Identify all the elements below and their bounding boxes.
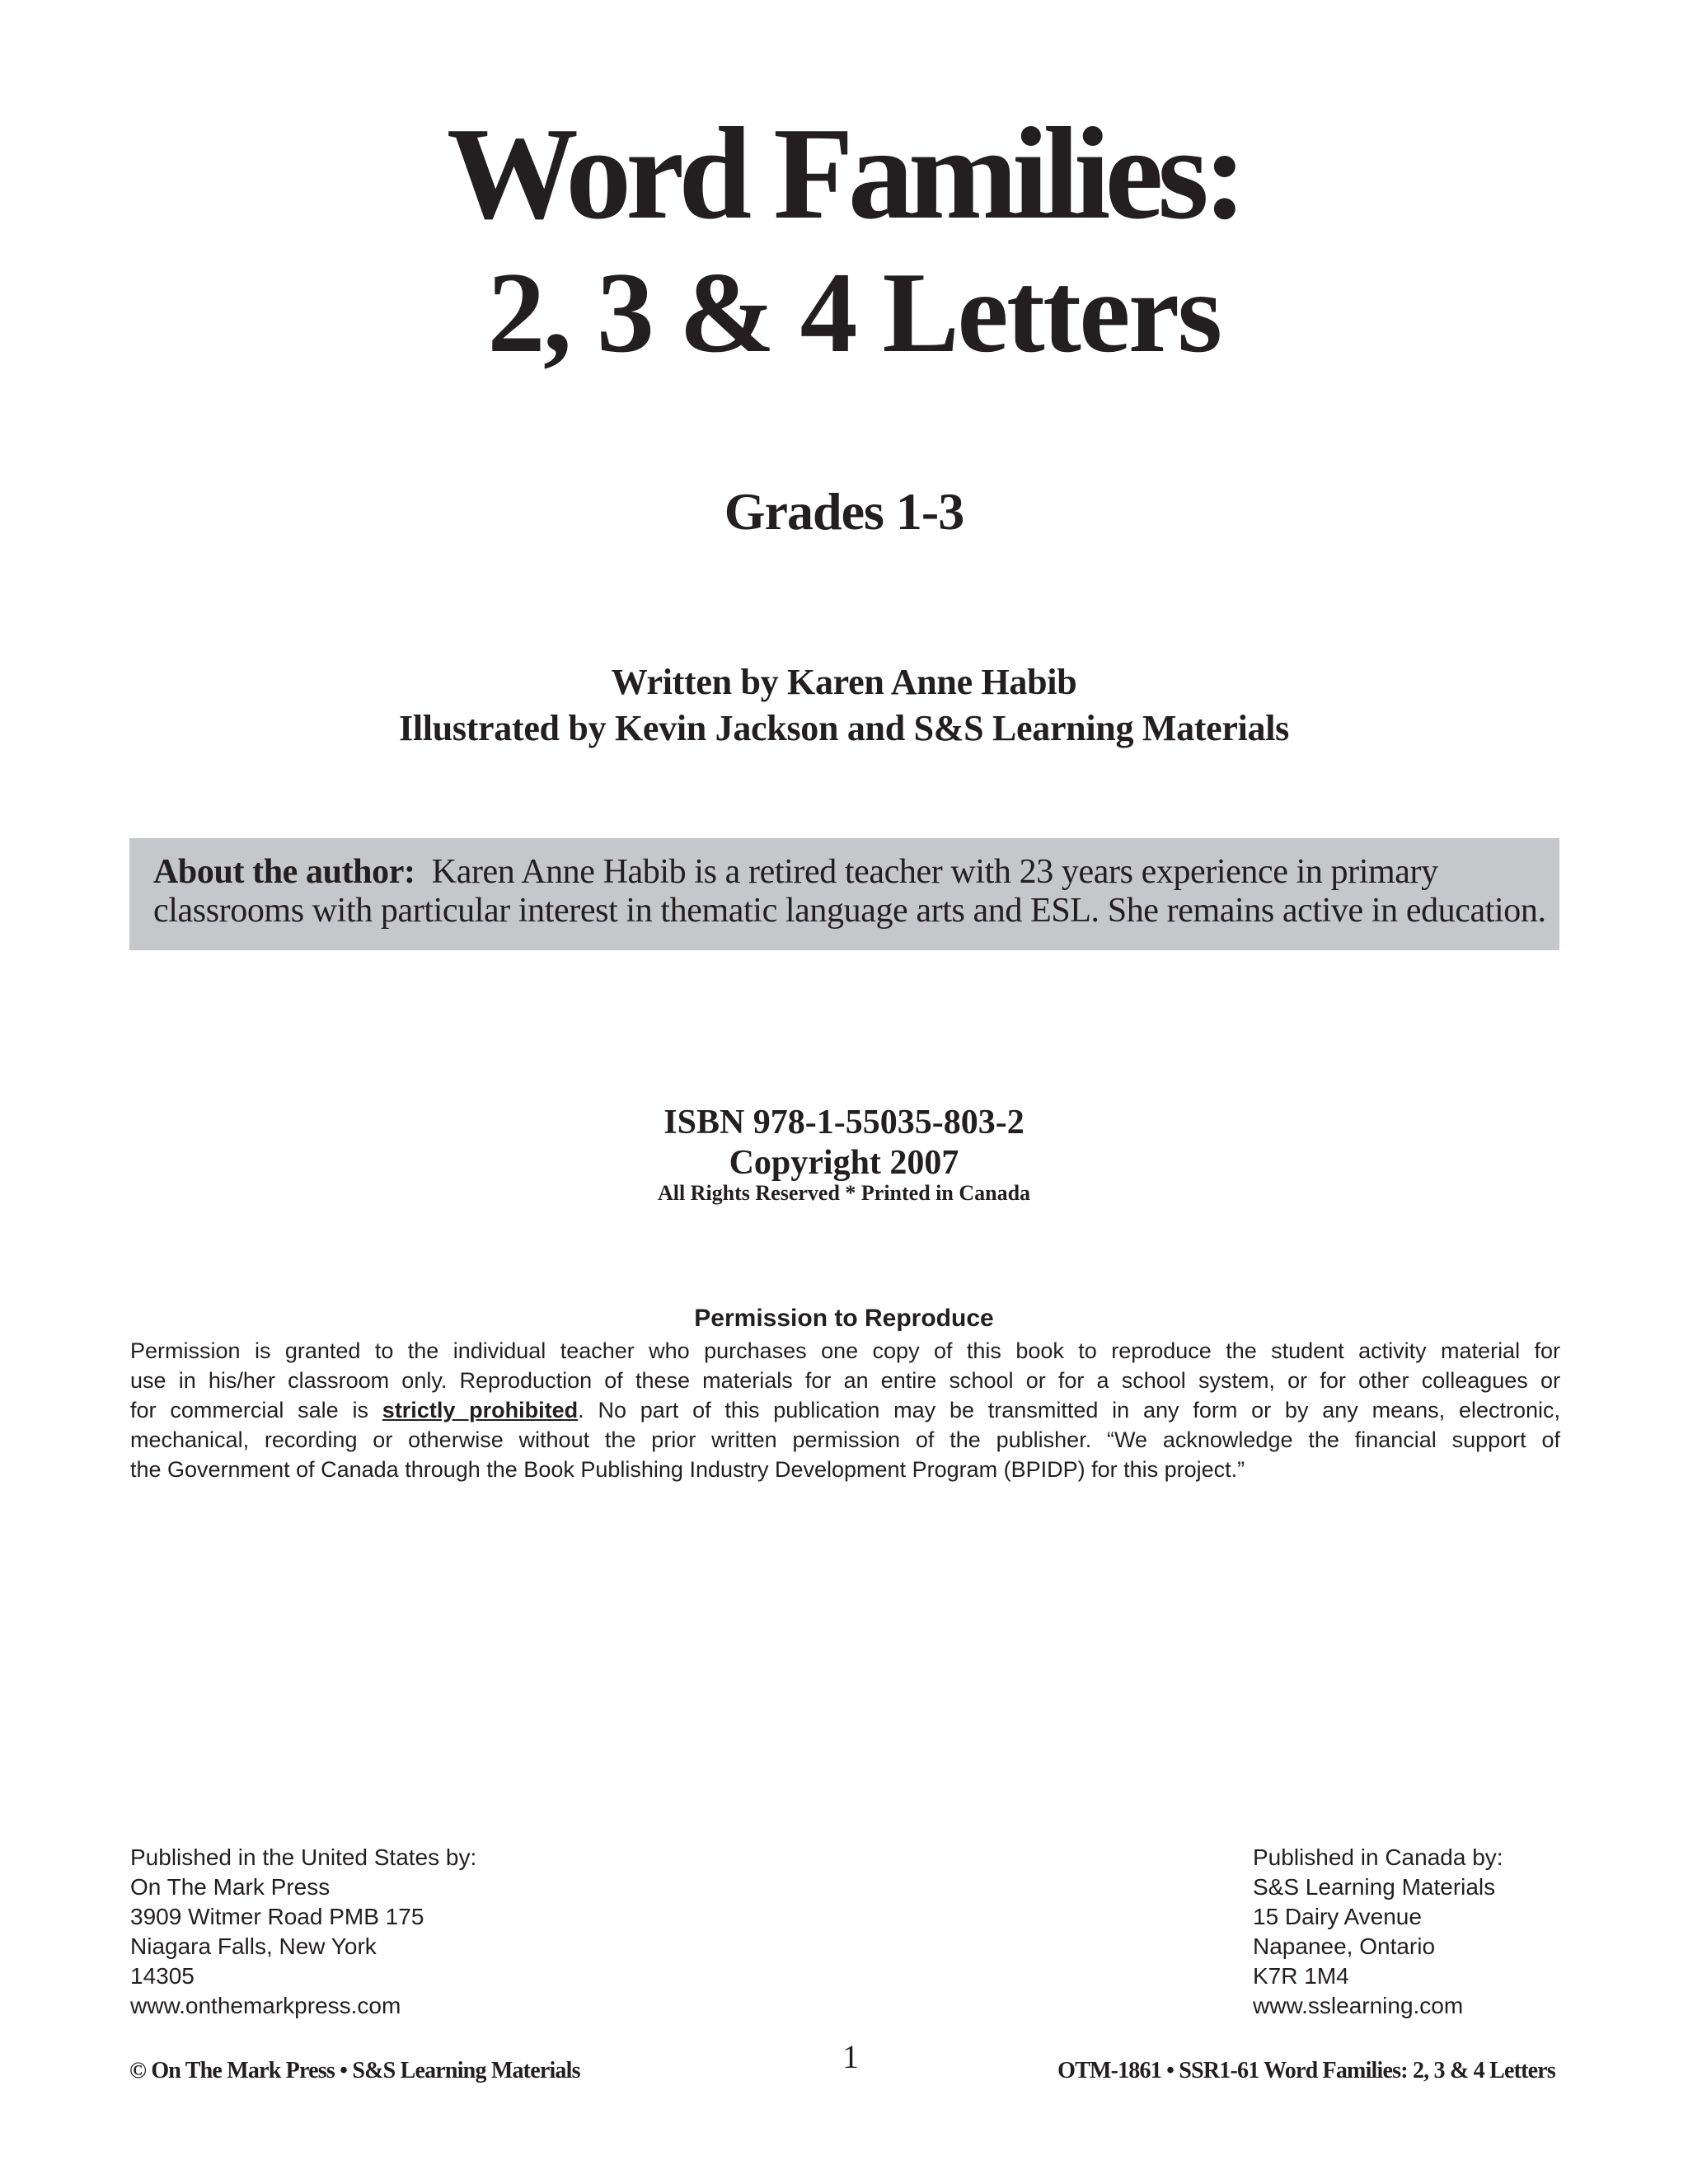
publisher-us-name: On The Mark Press <box>130 1874 331 1900</box>
strictly-prohibited-emphasis: strictly prohibited <box>382 1398 579 1422</box>
publisher-us-heading: Published in the United States by: <box>130 1844 477 1870</box>
footer-book-code: OTM-1861 • SSR1-61 Word Families: 2, 3 & 4 Letters <box>1057 2058 1555 2083</box>
publisher-canada-block <box>1253 1843 1503 2021</box>
about-author-box <box>129 838 1559 950</box>
permission-line-2: use in his/her classroom only. Reproduction of these materials for an entire school or for a school system, or for other colleagues or <box>130 1368 1560 1393</box>
permission-line-3-start: for commercial sale is <box>130 1398 382 1422</box>
title-line-2: 2, 3 & 4 Letters <box>487 249 1221 377</box>
permission-line-3-end: . No part of this publication may be transmitted in any form or by any means, electronic, <box>578 1398 1561 1422</box>
permission-line-1: Permission is granted to the individual teacher who purchases one copy of this book to reproduce the student activity material for <box>130 1338 1560 1363</box>
publisher-us-block <box>130 1843 476 2021</box>
permission-heading: Permission to Reproduce <box>694 1305 994 1332</box>
about-author-line-1 <box>153 853 1546 892</box>
publisher-us-website: www.onthemarkpress.com <box>130 1993 401 2018</box>
grade-level: Grades 1-3 <box>724 482 964 541</box>
about-author-line-2: classrooms with particular interest in thematic language arts and ESL. She remains active in education. <box>153 892 1546 930</box>
publisher-us-address-2: Niagara Falls, New York <box>130 1933 377 1959</box>
publisher-canada-postal: K7R 1M4 <box>1253 1963 1349 1989</box>
isbn: ISBN 978-1-55035-803-2 <box>663 1104 1025 1141</box>
publisher-canada-address-2: Napanee, Ontario <box>1253 1933 1436 1959</box>
footer-copyright: © On The Mark Press • S&S Learning Materials <box>129 2058 580 2083</box>
publisher-canada-address-1: 15 Dairy Avenue <box>1253 1904 1422 1929</box>
permission-line-4: mechanical, recording or otherwise without the prior written permission of the publisher. “We acknowledge the financial support of <box>130 1427 1560 1452</box>
about-author-text-1: Karen Anne Habib is a retired teacher with 23 years experience in primary <box>431 853 1438 891</box>
author-credit: Written by Karen Anne Habib <box>611 662 1077 702</box>
title-line-1: Word Families: <box>446 100 1242 246</box>
copyright: Copyright 2007 <box>729 1144 959 1182</box>
about-author-label: About the author: <box>153 853 415 891</box>
permission-line-5: the Government of Canada through the Book Publishing Industry Development Program (BPIDP) for this project.” <box>130 1457 1245 1482</box>
page-number: 1 <box>842 2038 859 2075</box>
publisher-us-postal: 14305 <box>130 1963 195 1989</box>
publisher-canada-website: www.sslearning.com <box>1253 1993 1464 2018</box>
rights-notice: All Rights Reserved * Printed in Canada <box>657 1181 1031 1205</box>
illustrator-credit: Illustrated by Kevin Jackson and S&S Learning Materials <box>399 708 1289 748</box>
publisher-canada-heading: Published in Canada by: <box>1253 1844 1503 1870</box>
publisher-canada-name: S&S Learning Materials <box>1253 1874 1496 1900</box>
publisher-us-address-1: 3909 Witmer Road PMB 175 <box>130 1904 424 1929</box>
permission-line-3 <box>130 1395 1560 1425</box>
